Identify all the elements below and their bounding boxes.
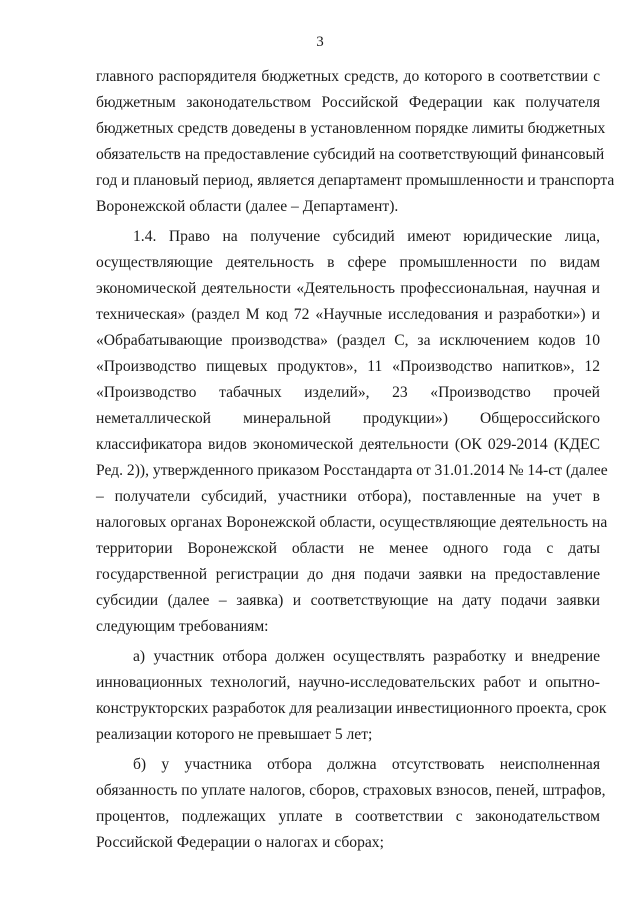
paragraph-line: осуществляющие деятельность в сфере промышленности по видам <box>96 254 600 271</box>
paragraph-line: бюджетным законодательством Российской Федерации как получателя <box>96 94 600 111</box>
paragraph-line: а) участник отбора должен осуществлять разработку и внедрение <box>133 648 600 665</box>
paragraph-line: неметаллической минеральной продукции») Общероссийского <box>96 410 600 427</box>
paragraph-line: субсидии (далее – заявка) и соответствующие на дату подачи заявки <box>96 592 600 609</box>
paragraph-line: обязательств на предоставление субсидий на соответствующий финансовый <box>96 146 605 163</box>
document-body <box>96 64 615 856</box>
paragraph-line: «Обрабатывающие производства» (раздел C, за исключением кодов 10 <box>96 332 600 349</box>
paragraph <box>96 224 608 640</box>
paragraph-line: техническая» (раздел M код 72 «Научные исследования и разработки») и <box>96 306 600 323</box>
paragraph <box>96 64 615 220</box>
paragraph-line: бюджетных средств доведены в установленном порядке лимиты бюджетных <box>96 120 606 137</box>
paragraph-line: – получатели субсидий, участники отбора), поставленные на учет в <box>96 488 600 505</box>
paragraph-line: б) у участника отбора должна отсутствовать неисполненная <box>133 756 600 773</box>
paragraph-line: «Производство табачных изделий», 23 «Производство прочей <box>96 384 600 401</box>
page-number: 3 <box>316 34 324 50</box>
paragraph-line: следующим требованиям: <box>96 618 269 635</box>
paragraph-line: «Производство пищевых продуктов», 11 «Производство напитков», 12 <box>96 358 600 375</box>
paragraph-line: Ред. 2)), утвержденного приказом Росстандарта от 31.01.2014 № 14-ст (далее <box>96 462 608 479</box>
paragraph-line: Российской Федерации о налогах и сборах; <box>96 834 384 851</box>
paragraph-line: территории Воронежской области не менее одного года с даты <box>96 540 600 557</box>
paragraph-line: классификатора видов экономической деятельности (ОК 029-2014 (КДЕС <box>96 436 600 453</box>
paragraph-line: реализации которого не превышает 5 лет; <box>96 726 373 743</box>
paragraph-line: обязанность по уплате налогов, сборов, страховых взносов, пеней, штрафов, <box>96 782 606 799</box>
paragraph <box>96 752 606 856</box>
paragraph-line: год и плановый период, является департамент промышленности и транспорта <box>96 172 615 189</box>
paragraph-line: Воронежской области (далее – Департамент). <box>96 198 399 215</box>
paragraph <box>96 644 607 748</box>
paragraph-line: конструкторских разработок для реализации инвестиционного проекта, срок <box>96 700 607 717</box>
paragraph-line: экономической деятельности «Деятельность профессиональная, научная и <box>96 280 600 297</box>
paragraph-line: главного распорядителя бюджетных средств, до которого в соответствии с <box>96 68 600 85</box>
paragraph-line: налоговых органах Воронежской области, осуществляющие деятельность на <box>96 514 608 531</box>
paragraph-line: инновационных технологий, научно-исследовательских работ и опытно- <box>96 674 600 691</box>
paragraph-line: государственной регистрации до дня подачи заявки на предоставление <box>96 566 600 583</box>
paragraph-line: 1.4. Право на получение субсидий имеют юридические лица, <box>133 228 600 245</box>
paragraph-line: процентов, подлежащих уплате в соответствии с законодательством <box>96 808 600 825</box>
